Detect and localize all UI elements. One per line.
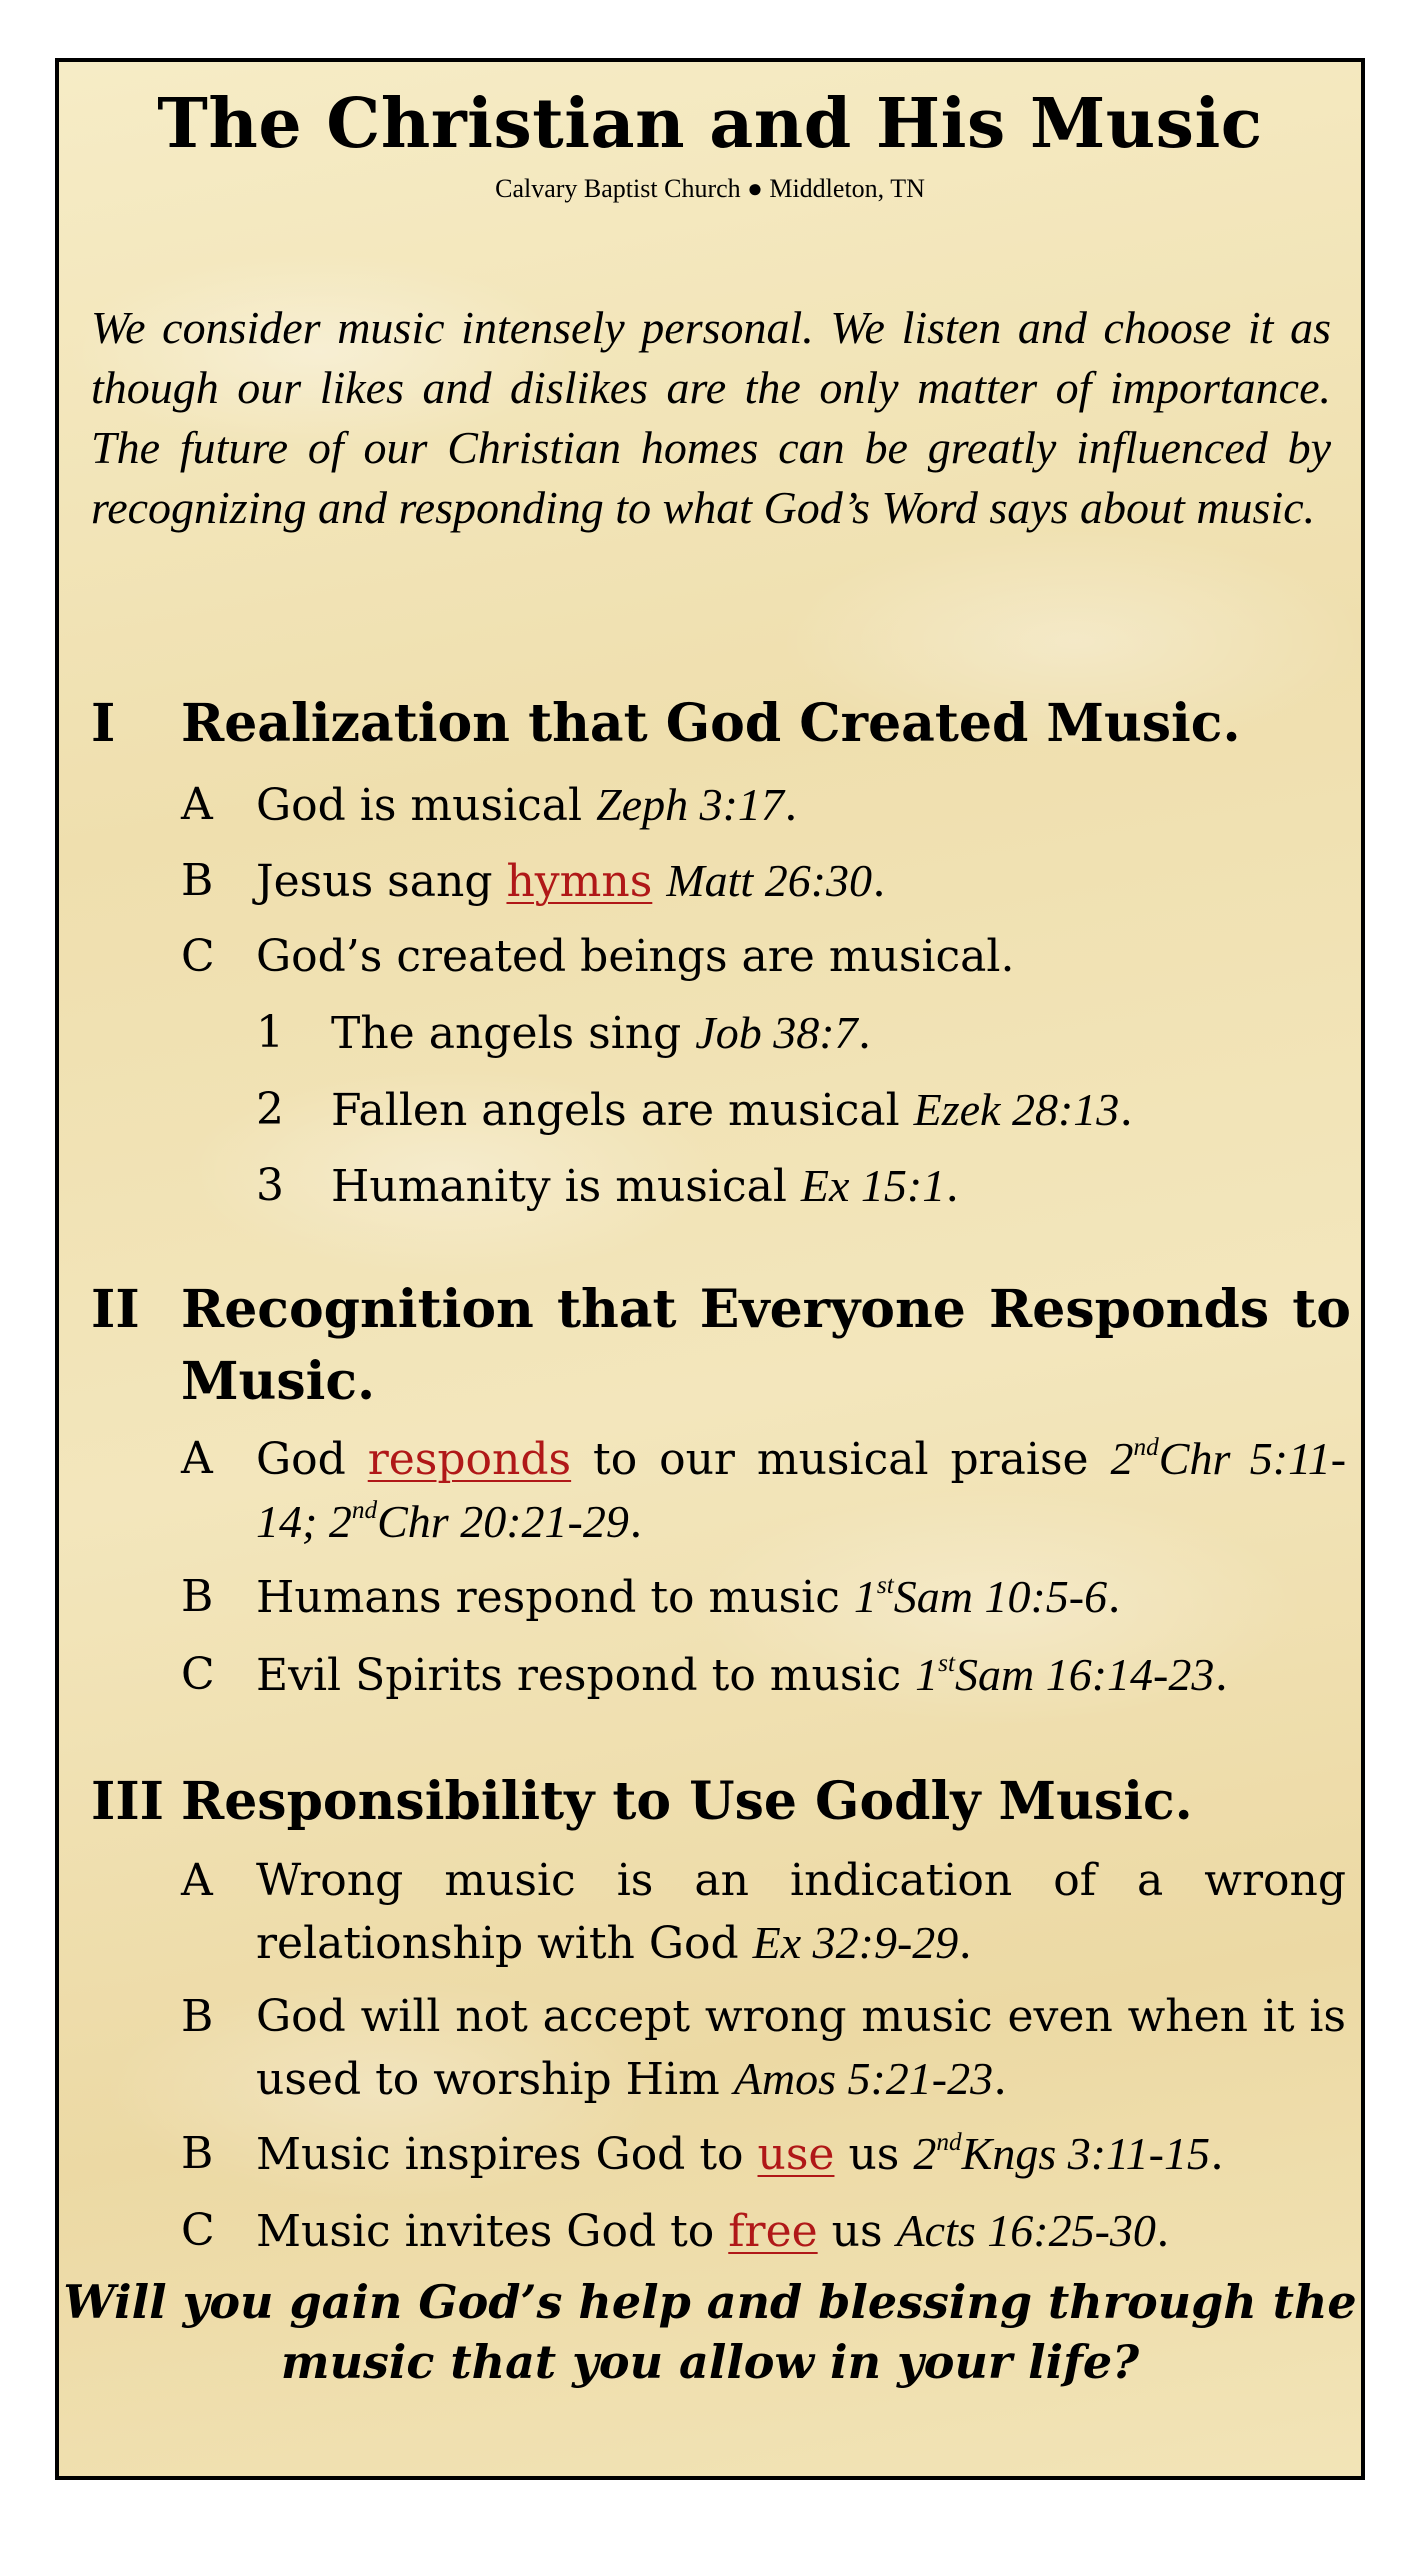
keyword-responds: responds (367, 1434, 572, 1485)
ref-ordinal-suffix: nd (351, 1496, 378, 1525)
item-text: God is musical (256, 780, 597, 831)
ref-ordinal: 2 (328, 1496, 352, 1547)
item-end: . (958, 1918, 973, 1969)
item-text: Music invites God to (256, 2206, 729, 2257)
ref-ordinal-suffix: st (938, 1649, 956, 1678)
item-end: . (628, 1497, 643, 1548)
section-1-sub-1 (331, 1002, 1346, 1065)
section-3-number: III (91, 1771, 164, 1832)
section-1-item-b-letter: B (181, 855, 214, 906)
page-title: The Christian and His Music (157, 84, 1263, 164)
scripture-ref: Matt 26:30 (666, 855, 873, 906)
ref-ordinal: 1 (853, 1571, 877, 1622)
section-2-item-a (256, 1428, 1346, 1554)
section-2-item-b-letter: B (181, 1571, 214, 1622)
keyword-hymns: hymns (506, 856, 653, 907)
item-text: The angels sing (331, 1008, 696, 1059)
section-2-item-c (256, 1644, 1346, 1707)
ref-ordinal-suffix: nd (936, 2128, 962, 2157)
scripture-ref: Ex 15:1 (800, 1160, 946, 1211)
item-text: Jesus sang (256, 856, 507, 907)
item-end: . (945, 1161, 960, 1212)
section-1-sub-3-number: 3 (256, 1160, 284, 1211)
keyword-free: free (728, 2206, 818, 2257)
section-3-item-b-letter: B (181, 1991, 214, 2042)
ref-rest: Chr 20:21-29 (377, 1496, 629, 1547)
item-end: . (783, 780, 798, 831)
section-1-heading: Realization that God Created Music. (181, 693, 1241, 754)
intro-paragraph: We consider music intensely personal. We listen and choose it as though our likes and dislikes are the only matter of importance. The future of our Christian homes can be greatly influenced by recognizing and responding to what God’s Word says about music. (91, 302, 1331, 533)
church-subtitle: Calvary Baptist Church ● Middleton, TN (495, 174, 925, 203)
item-end: . (1209, 2129, 1224, 2180)
ref-rest: Kngs 3:11-15 (961, 2128, 1210, 2179)
section-3-item-b (256, 1986, 1346, 2111)
item-text: God will not accept wrong music even when it is used to worship Him (256, 1991, 1346, 2105)
scripture-ref: Job 38:7 (695, 1007, 858, 1058)
item-text: to our musical praise (571, 1434, 1111, 1485)
item-text: Fallen angels are musical (331, 1085, 914, 1136)
item-text (652, 856, 666, 907)
scripture-ref: Ex 32:9-29 (752, 1917, 959, 1968)
section-3-item-c (256, 2200, 1346, 2263)
item-text: us (817, 2206, 897, 2257)
section-1-item-a-letter: A (181, 779, 213, 830)
section-2-heading: Recognition that Everyone Responds to Music. (181, 1279, 1351, 1412)
section-1-item-c-letter: C (181, 931, 215, 982)
section-2-item-a-letter: A (181, 1433, 213, 1484)
section-1-sub-3 (331, 1155, 1346, 1218)
item-end: . (1107, 1572, 1122, 1623)
section-3-item-a (256, 1850, 1346, 1975)
scripture-ref: Amos 5:21-23 (733, 2053, 994, 2104)
scripture-ref: Zeph 3:17 (596, 779, 784, 830)
ref-ordinal-suffix: nd (1133, 1433, 1159, 1462)
scripture-ref: Acts 16:25-30 (896, 2205, 1156, 2256)
section-3-item-b2-letter: B (181, 2128, 214, 2179)
item-end: . (872, 856, 887, 907)
section-3-item-c-letter: C (181, 2205, 215, 2256)
item-end: . (1155, 2206, 1170, 2257)
section-3-item-b2 (256, 2123, 1346, 2186)
item-end: . (993, 2054, 1008, 2105)
section-2-number: II (91, 1279, 140, 1340)
section-1-number: I (91, 693, 116, 754)
section-1-sub-2 (331, 1079, 1346, 1142)
item-text: Wrong music is an indication of a wrong relationship with God (256, 1855, 1346, 1969)
tract-card (55, 58, 1365, 2480)
ref-ordinal: 1 (915, 1649, 939, 1700)
item-text: Humanity is musical (331, 1161, 801, 1212)
scripture-ref (854, 1571, 1107, 1622)
section-1-sub-1-number: 1 (256, 1007, 284, 1058)
ref-ordinal: 2 (913, 2128, 937, 2179)
section-1-item-b (256, 850, 1346, 913)
scripture-ref (915, 1649, 1214, 1700)
closing-question: Will you gain God’s help and blessing through the music that you allow in your life? (63, 2275, 1357, 2389)
item-text: Humans respond to music (256, 1572, 854, 1623)
ref-rest: Sam 16:14-23 (955, 1649, 1215, 1700)
section-1-item-a (256, 774, 1346, 837)
item-end: . (1119, 1085, 1134, 1136)
ref-rest: Sam 10:5-6 (893, 1571, 1108, 1622)
section-1-item-c: God’s created beings are musical. (256, 931, 1015, 982)
item-text: us (834, 2129, 914, 2180)
section-1-sub-2-number: 2 (256, 1084, 284, 1135)
scripture-ref: Ezek 28:13 (913, 1084, 1120, 1135)
scripture-ref (913, 2128, 1210, 2179)
item-text: Evil Spirits respond to music (256, 1650, 916, 1701)
item-text: God (256, 1434, 368, 1485)
keyword-use: use (757, 2129, 835, 2180)
ref-ordinal: 2 (1110, 1433, 1134, 1484)
section-2-item-b (256, 1566, 1346, 1629)
ref-rest: Chr 5:11-14; (256, 1433, 1347, 1547)
item-text: Music inspires God to (256, 2129, 758, 2180)
section-2-item-c-letter: C (181, 1649, 215, 1700)
item-end: . (857, 1008, 872, 1059)
section-3-heading: Responsibility to Use Godly Music. (181, 1771, 1193, 1832)
ref-ordinal-suffix: st (876, 1571, 894, 1600)
section-3-item-a-letter: A (181, 1855, 213, 1906)
item-end: . (1214, 1650, 1229, 1701)
